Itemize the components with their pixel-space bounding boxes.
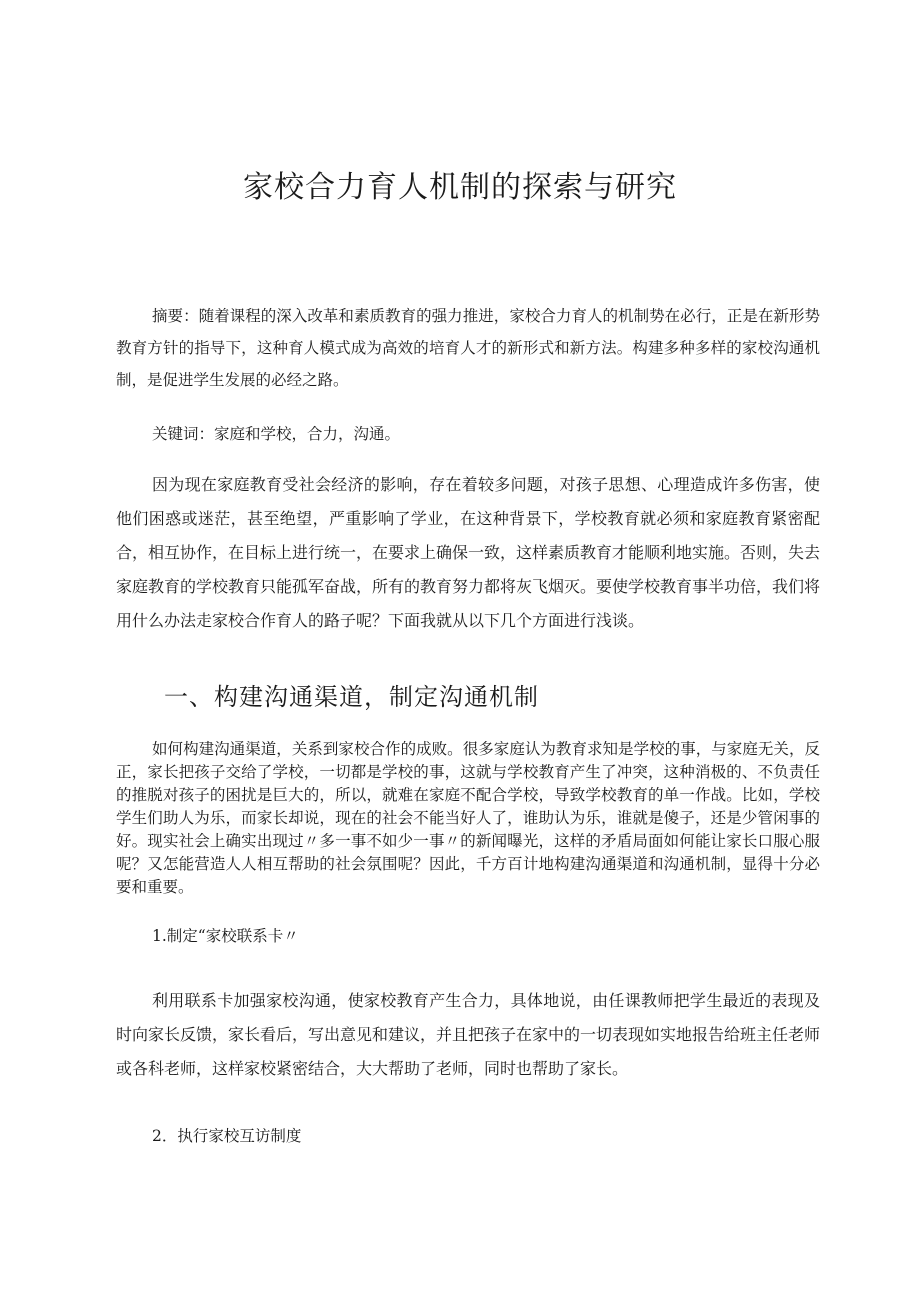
abstract-paragraph: 摘要：随着课程的深入改革和素质教育的强力推进，家校合力育人的机制势在必行，正是在新形势教育方针的指导下，这种育人模式成为高效的培育人才的新形式和新方法。构建多种多样的家校沟通机制，是促进学生发展的必经之路。 xyxy=(116,307,820,389)
section-1-paragraph: 如何构建沟通渠道，关系到家校合作的成败。很多家庭认为教育求知是学校的事，与家庭无关，反正，家长把孩子交给了学校，一切都是学校的事，这就与学校教育产生了冲突，这种消极的、不负责任的推脱对孩子的困扰是巨大的，所以，就难在家庭不配合学校，导致学校教育的单一作战。比如，学校学生们助人为乐，而家长却说，现在的社会不能当好人了，谁助认为乐，谁就是傻子，还是少管闲事的好。现实社会上确实出现过〃多一事不如少一事〃的新闻曝光，这样的矛盾局面如何能让家长口服心服呢？又怎能营造人人相互帮助的社会氛围呢？因此，千方百计地构建沟通渠道和沟通机制，显得十分必要和重要。 xyxy=(116,740,820,896)
keywords-line: 关键词：家庭和学校，合力，沟通。 xyxy=(152,425,401,443)
section-heading-1: 一、构建沟通渠道，制定沟通机制 xyxy=(164,683,539,711)
intro-paragraph: 因为现在家庭教育受社会经济的影响，存在着较多问题，对孩子思想、心理造成许多伤害，使他们困惑或迷茫，甚至绝望，严重影响了学业，在这种背景下，学校教育就必须和家庭教育紧密配合，相互协作，在目标上进行统一，在要求上确保一致，这样素质教育才能顺利地实施。否则，失去家庭教育的学校教育只能孤军奋战，所有的教育努力都将灰飞烟灭。要使学校教育事半功倍，我们将用什么办法走家校合作育人的路子呢？下面我就从以下几个方面进行浅谈。 xyxy=(116,475,821,630)
document-title: 家校合力育人机制的探索与研究 xyxy=(243,170,677,205)
subsection-1-paragraph: 利用联系卡加强家校沟通，使家校教育产生合力，具体地说，由任课教师把学生最近的表现及时向家长反馈，家长看后，写出意见和建议，并且把孩子在家中的一切表现如实地报告给班主任老师或各科老师，这样家校紧密结合，大大帮助了老师，同时也帮助了家长。 xyxy=(116,991,821,1078)
subsection-heading-2: 2．执行家校互访制度 xyxy=(152,1127,302,1145)
subsection-heading-1: 1.制定“家校联系卡〃 xyxy=(152,927,299,945)
